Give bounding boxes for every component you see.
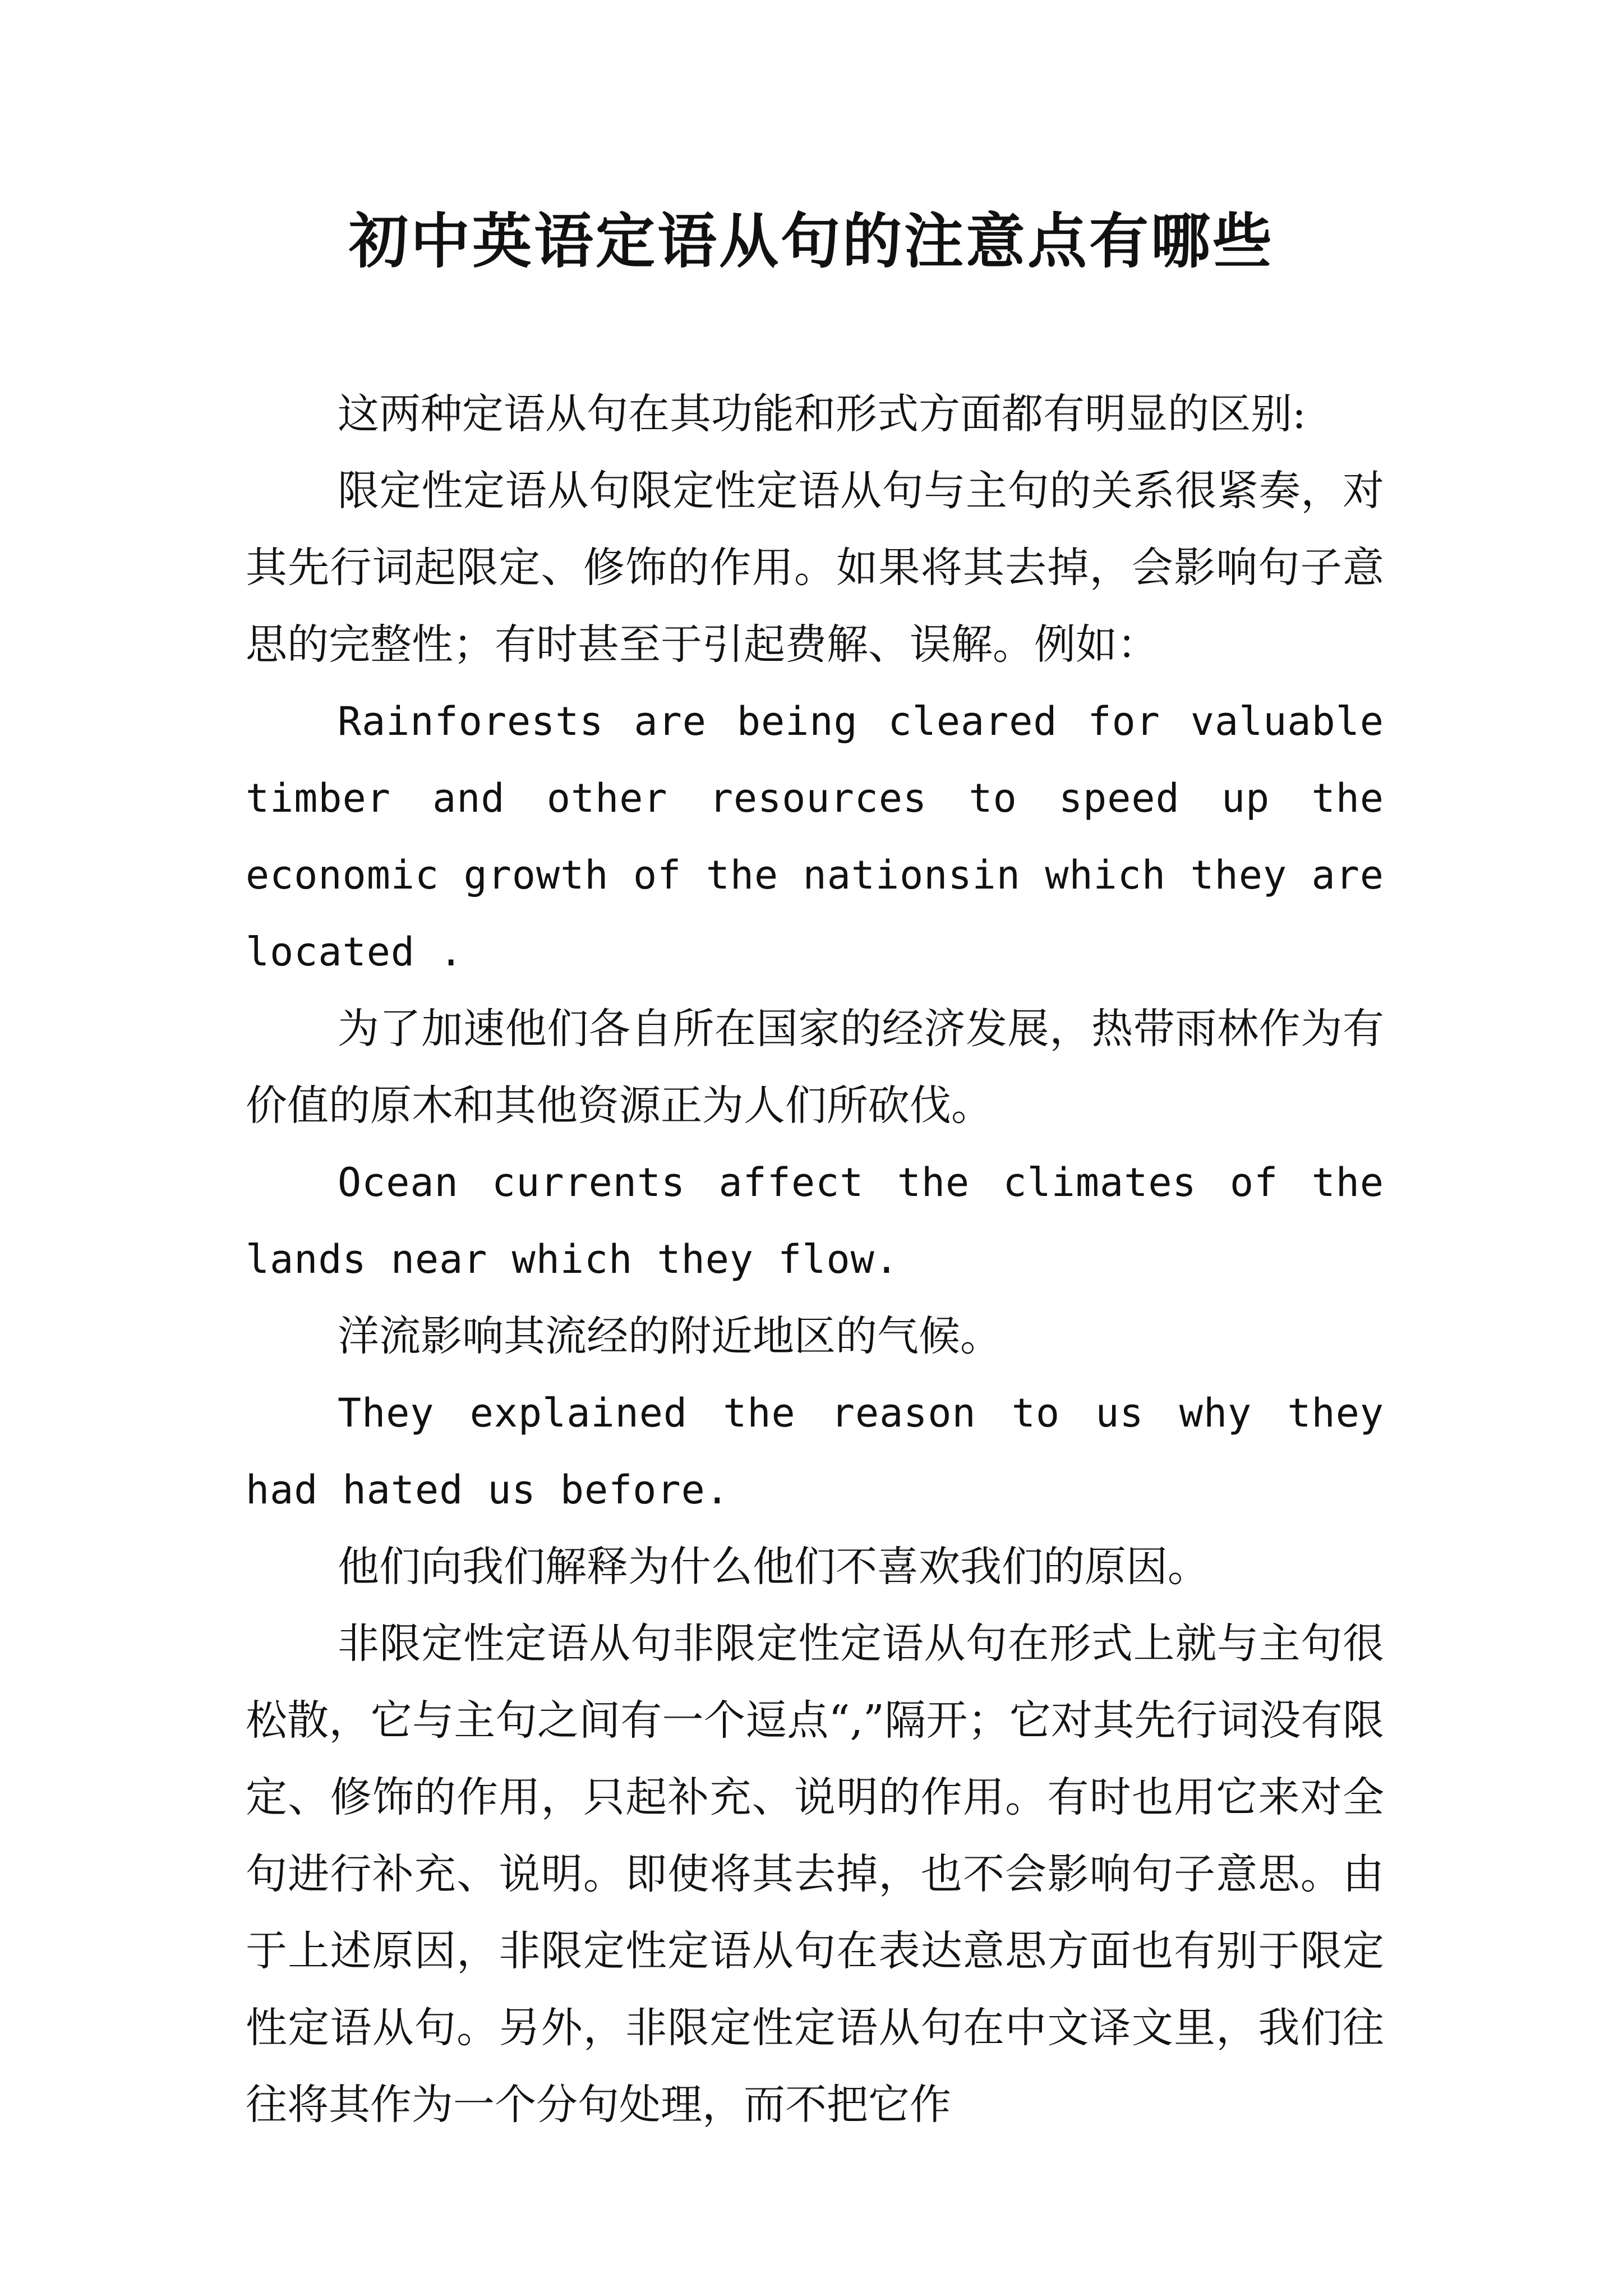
document-title: 初中英语定语从句的注意点有哪些 [349, 206, 1274, 276]
paragraph-english-example: Ocean currents affect the climates of the lands near which they flow. [246, 1159, 1384, 1282]
paragraph-translation: 为了加速他们各自所在国家的经济发展，热带雨林作为有价值的原木和其他资源正为人们所砍伐。 [246, 1005, 1384, 1130]
document-body [246, 376, 1384, 2143]
paragraph-english-example: They explained the reason to us why they had hated us before. [246, 1390, 1384, 1513]
paragraph-translation: 洋流影响其流经的附近地区的气候。 [338, 1312, 1002, 1360]
paragraph-translation: 他们向我们解释为什么他们不喜欢我们的原因。 [338, 1543, 1209, 1591]
paragraph-english-example: Rainforests are being cleared for valuable timber and other resources to speed up the economic growth of the nationsin which they are located . [246, 698, 1384, 975]
paragraph: 非限定性定语从句非限定性定语从句在形式上就与主句很松散，它与主句之间有一个逗点“,”隔开；它对其先行词没有限定、修饰的作用，只起补充、说明的作用。有时也用它来对全句进行补充、说明。即使将其去掉，也不会影响句子意思。由于上述原因，非限定性定语从句在表达意思方面也有别于限定性定语从句。另外，非限定性定语从句在中文译文里，我们往往将其作为一个分句处理，而不把它作 [246, 1619, 1384, 2129]
paragraph: 限定性定语从句限定性定语从句与主句的关系很紧奏，对其先行词起限定、修饰的作用。如果将其去掉，会影响句子意思的完整性；有时甚至于引起费解、误解。例如： [246, 467, 1384, 669]
paragraph: 这两种定语从句在其功能和形式方面都有明显的区别: [338, 390, 1306, 438]
